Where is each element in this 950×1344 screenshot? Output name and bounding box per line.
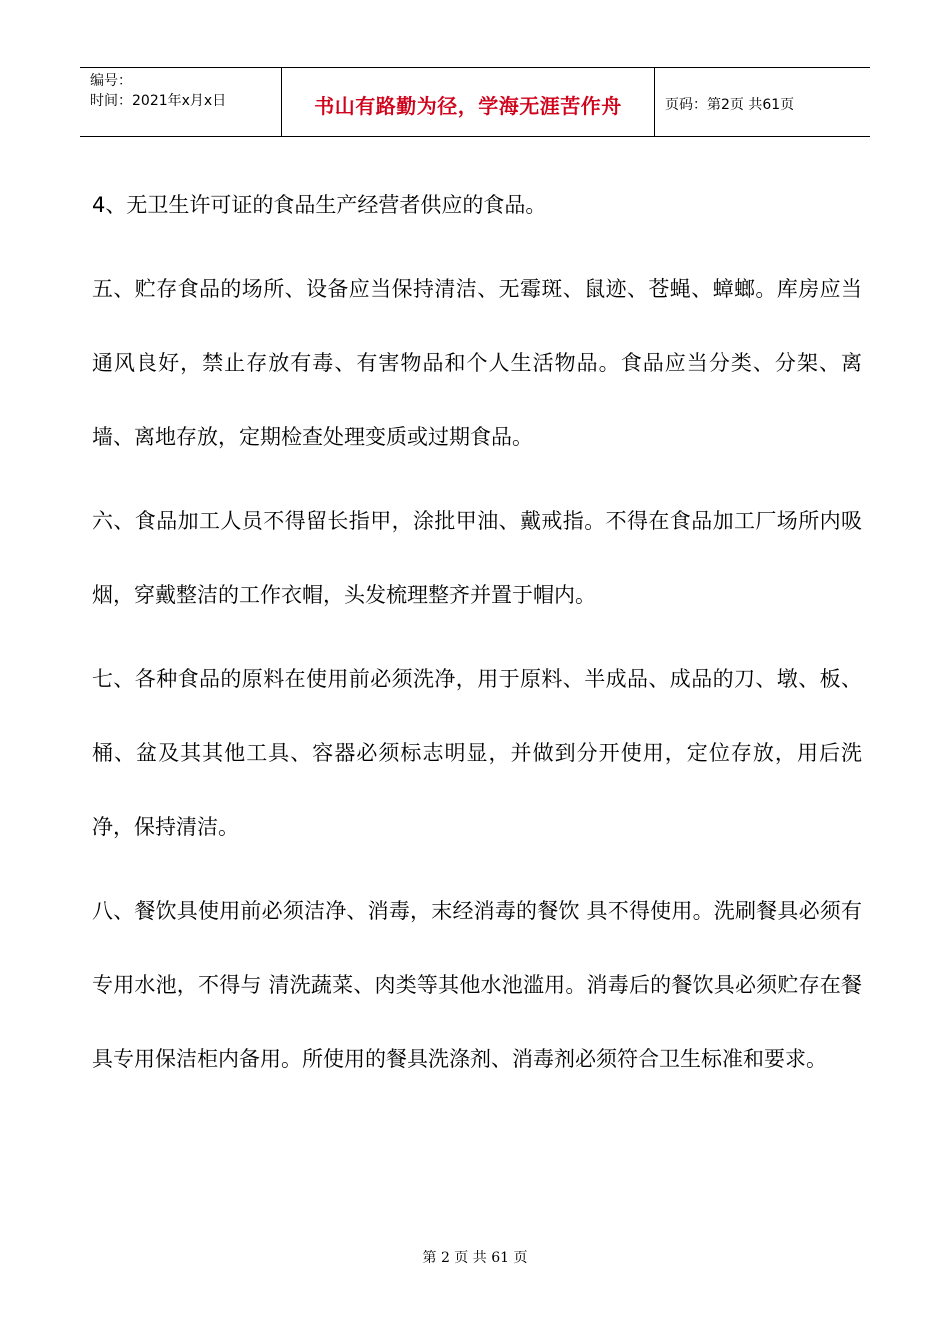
page-header <box>80 67 870 137</box>
paragraph-section-7: 七、各种食品的原料在使用前必须洗净，用于原料、半成品、成品的刀、墩、板、桶、盆及其其他工具、容器必须标志明显，并做到分开使用，定位存放，用后洗净，保持清洁。 <box>92 667 862 839</box>
header-motto-cell <box>282 68 655 136</box>
document-number: 编号： <box>90 73 132 89</box>
header-page-cell <box>655 68 870 136</box>
paragraph-section-6: 六、食品加工人员不得留长指甲，涂批甲油、戴戒指。不得在食品加工厂场所内吸烟，穿戴整洁的工作衣帽，头发梳理整齐并置于帽内。 <box>92 509 862 607</box>
paragraph-section-5: 五、贮存食品的场所、设备应当保持清洁、无霉斑、鼠迹、苍蝇、蟑螂。库房应当通风良好，禁止存放有毒、有害物品和个人生活物品。食品应当分类、分架、离墙、离地存放，定期检查处理变质或过期食品。 <box>92 277 862 449</box>
document-date: 时间：2021年x月x日 <box>90 93 227 109</box>
header-motto: 书山有路勤为径，学海无涯苦作舟 <box>314 94 622 118</box>
document-body <box>92 168 862 1106</box>
header-page-number: 页码：第2页 共61页 <box>665 97 795 113</box>
paragraph-item-4: 4、无卫生许可证的食品生产经营者供应的食品。 <box>92 193 547 217</box>
paragraph-section-8: 八、餐饮具使用前必须洁净、消毒，末经消毒的餐饮 具不得使用。洗刷餐具必须有专用水池，不得与 清洗蔬菜、肉类等其他水池滥用。消毒后的餐饮具必须贮存在餐具专用保洁柜内备用。所使用的餐具洗涤剂、消毒剂必须符合卫生标准和要求。 <box>92 899 862 1071</box>
header-meta-cell <box>80 68 282 136</box>
page-footer: 第 2 页 共 61 页 <box>422 1250 528 1266</box>
